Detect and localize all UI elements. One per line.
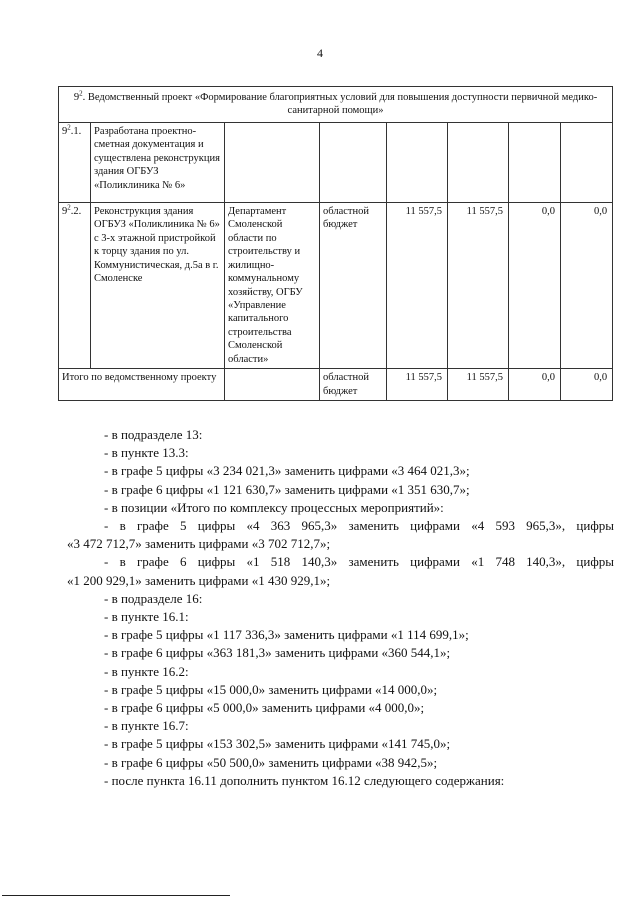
row-source <box>320 122 387 202</box>
row-executor <box>225 122 320 202</box>
text-line: - в подразделе 16: <box>104 590 203 606</box>
text-line: «1 200 929,1» заменить цифрами «1 430 929,1»; <box>67 572 331 588</box>
row-col7: 0,0 <box>509 202 561 368</box>
text-line: - в позиции «Итого по комплексу процессных мероприятий»: <box>104 499 444 515</box>
text-line: - в графе 6 цифры «5 000,0» заменить цифрами «4 000,0»; <box>104 700 425 716</box>
text-line: - после пункта 16.11 дополнить пунктом 16.12 следующего содержания: <box>104 772 505 788</box>
budget-table <box>58 86 613 401</box>
row-col7 <box>509 122 561 202</box>
amendment-text <box>67 426 614 790</box>
text-line: - в графе 5 цифры «4 363 965,3» заменить цифрами «4 593 965,3», цифры <box>104 518 614 534</box>
text-line: - в графе 5 цифры «3 234 021,3» заменить цифрами «3 464 021,3»; <box>104 463 470 479</box>
section-title-text: . Ведомственный проект «Формирование благоприятных условий для повышения доступности первичной медико-санитарной помощи» <box>82 92 598 117</box>
row-col8: 0,0 <box>561 202 613 368</box>
row-col6: 11 557,5 <box>448 202 509 368</box>
section-number-sup: 2 <box>79 89 83 98</box>
row-code: $9^2.2$. <box>59 202 91 368</box>
text-line: - в пункте 13.3: <box>104 445 189 461</box>
text-line: - в графе 6 цифры «50 500,0» заменить цифрами «38 942,5»; <box>104 754 438 770</box>
page-number: 4 <box>317 46 323 60</box>
table-total-row <box>59 369 613 401</box>
text-line: - в подразделе 13: <box>104 427 203 442</box>
text-line: - в пункте 16.1: <box>104 609 189 625</box>
footer-divider <box>2 895 230 896</box>
section-number-base: 9 <box>73 92 80 103</box>
table-row <box>59 122 613 202</box>
total-col6: 11 557,5 <box>448 369 509 401</box>
row-col8 <box>561 122 613 202</box>
text-line: - в графе 5 цифры «15 000,0» заменить цифрами «14 000,0»; <box>104 681 438 697</box>
row-code: $9^2.1$. <box>59 122 91 202</box>
row-source: областной бюджет <box>320 202 387 368</box>
text-line: - в графе 5 цифры «1 117 336,3» заменить цифрами «1 114 699,1»; <box>104 627 469 643</box>
row-executor: Департамент Смоленской области по строительству и жилищно-коммунальному хозяйству, ОГБУ «Управление капитального строительства Смоленской области» <box>225 202 320 368</box>
row-description: Разработана проектно-сметная документация и существлена реконструкция здания ОГБУЗ «Поликлиника № 6» <box>91 122 225 202</box>
text-line: - в графе 6 цифры «1 121 630,7» заменить цифрами «1 351 630,7»; <box>104 481 470 497</box>
text-line: - в пункте 16.7: <box>104 718 189 734</box>
total-col7: 0,0 <box>509 369 561 401</box>
text-line: - в пункте 16.2: <box>104 663 189 679</box>
table-title-row <box>59 87 613 123</box>
table-row <box>59 202 613 368</box>
row-description: Реконструкция здания ОГБУЗ «Поликлиника № 6» с 3-х этажной пристройкой к торцу здания по ул. Коммунистическая, д.5а в г. Смоленске <box>91 202 225 368</box>
row-col5 <box>387 122 448 202</box>
total-col8: 0,0 <box>561 369 613 401</box>
text-line: - в графе 6 цифры «363 181,3» заменить цифрами «360 544,1»; <box>104 645 451 661</box>
text-line: «3 472 712,7» заменить цифрами «3 702 712,7»; <box>67 536 331 552</box>
row-col6 <box>448 122 509 202</box>
total-executor <box>225 369 320 401</box>
section-title <box>59 87 613 123</box>
total-label: Итого по ведомственному проекту <box>59 369 225 401</box>
total-col5: 11 557,5 <box>387 369 448 401</box>
row-col5: 11 557,5 <box>387 202 448 368</box>
total-source: областной бюджет <box>320 369 387 401</box>
text-line: - в графе 5 цифры «153 302,5» заменить цифрами «141 745,0»; <box>104 736 451 752</box>
text-line: - в графе 6 цифры «1 518 140,3» заменить цифрами «1 748 140,3», цифры <box>104 554 614 570</box>
